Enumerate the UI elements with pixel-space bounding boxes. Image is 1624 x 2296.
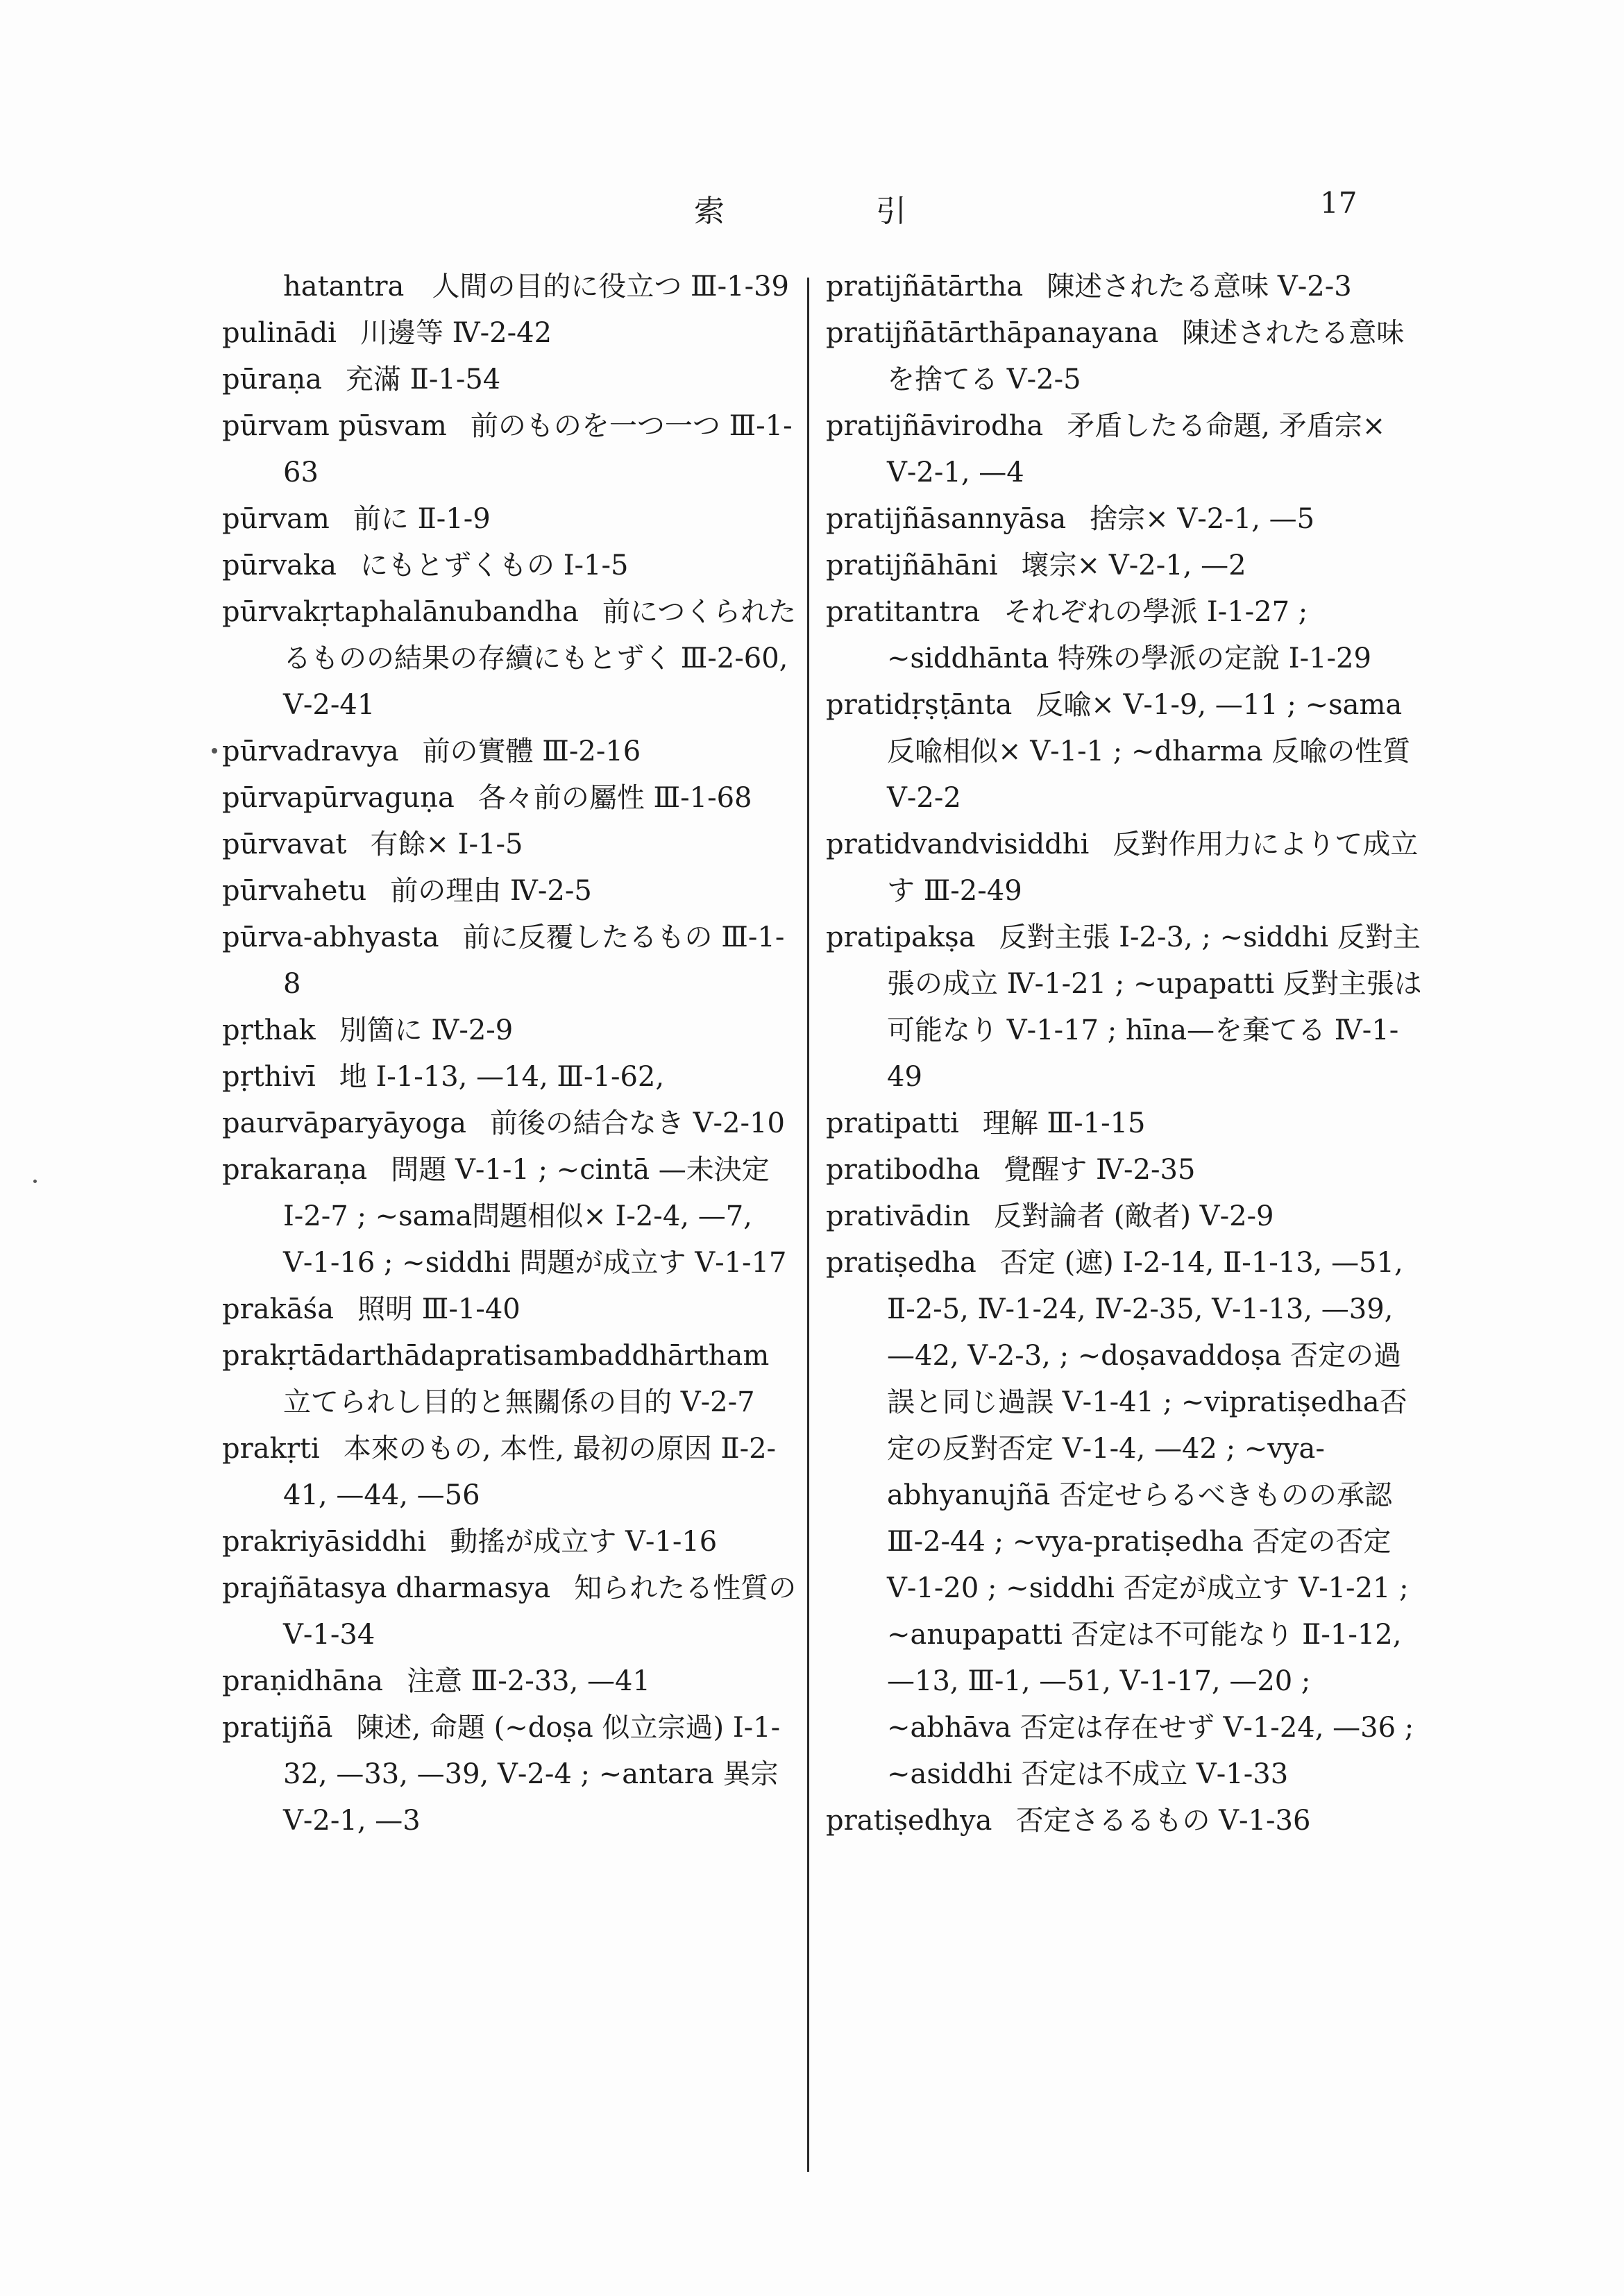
index-term: pratijñāvirodha	[826, 410, 1044, 442]
index-column-left	[222, 264, 798, 1844]
index-term: prakṛti	[222, 1433, 320, 1465]
index-entry	[222, 1007, 798, 1054]
index-definition: 照明 Ⅲ-1-40	[357, 1293, 521, 1325]
index-entry	[222, 1565, 798, 1658]
index-term: pūrva-abhyasta	[222, 921, 439, 953]
index-entry	[222, 589, 798, 729]
index-entry	[222, 1286, 798, 1333]
page-number: 17	[1320, 186, 1357, 220]
index-term: pūrvaka	[222, 550, 337, 581]
index-entry	[222, 868, 798, 915]
index-entry	[826, 496, 1423, 543]
index-entry	[826, 1798, 1423, 1844]
index-term: pṛthak	[222, 1014, 316, 1046]
index-term: pratipakṣa	[826, 921, 976, 953]
index-term: pūrvakṛtaphalānubandha	[222, 596, 580, 628]
index-entry	[222, 1658, 798, 1705]
index-definition: 陳述されたる意味 Ⅴ-2-3	[1047, 271, 1352, 303]
index-term: pratidvandvisiddhi	[826, 828, 1090, 860]
index-term: pūrvahetu	[222, 875, 367, 907]
index-definition: 立てられし目的と無關係の目的 Ⅴ-2-7	[283, 1386, 755, 1418]
index-term: pūrvadravya	[222, 735, 399, 767]
scan-speck	[33, 1180, 37, 1183]
index-entry	[222, 822, 798, 868]
index-definition: 前のものを一つ一つ Ⅲ-1-63	[283, 410, 793, 488]
index-entry	[826, 1193, 1423, 1240]
index-definition: 反對主張 Ⅰ-2-3, ; ~siddhi 反對主張の成立 Ⅳ-1-21 ; ~upapatti 反對主張は可能なり Ⅴ-1-17 ; hīna—を棄てる Ⅳ-1-49	[887, 921, 1422, 1093]
index-definition: 前の實體 Ⅲ-2-16	[422, 735, 641, 767]
index-term: pūrvapūrvaguṇa	[222, 782, 455, 814]
index-entry	[222, 264, 798, 310]
index-entry	[826, 543, 1423, 589]
index-definition: 反對作用力によりて成立す Ⅲ-2-49	[887, 828, 1419, 907]
index-definition: 有餘× Ⅰ-1-5	[370, 828, 523, 860]
index-entry	[222, 775, 798, 822]
index-entry	[222, 543, 798, 589]
index-entry	[222, 496, 798, 543]
index-term: pratidṛṣṭānta	[826, 689, 1013, 721]
index-definition: 充滿 Ⅱ-1-54	[345, 364, 501, 396]
index-definition: 覺醒す Ⅳ-2-35	[1004, 1154, 1196, 1186]
index-definition: 地 Ⅰ-1-13, —14, Ⅲ-1-62,	[339, 1061, 665, 1093]
index-term: pratijñātārtha	[826, 271, 1024, 303]
index-definition: 注意 Ⅲ-2-33, —41	[406, 1665, 650, 1697]
index-term: pratijñāhāni	[826, 550, 998, 581]
index-entry	[826, 1240, 1423, 1798]
index-definition: 前の理由 Ⅳ-2-5	[390, 875, 592, 907]
index-definition: 前に Ⅱ-1-9	[353, 503, 491, 535]
header-title-char-2: 引	[876, 194, 906, 229]
index-entry	[222, 915, 798, 1007]
index-definition: 理解 Ⅲ-1-15	[982, 1107, 1146, 1139]
column-divider	[807, 278, 809, 2172]
index-entry	[826, 915, 1423, 1100]
index-definition: 前に反覆したるもの Ⅲ-1-8	[283, 921, 785, 1000]
index-term: pūrvavat	[222, 828, 347, 860]
index-definition: 前につくられたるものの結果の存續にもとずく Ⅲ-2-60, Ⅴ-2-41	[283, 596, 797, 721]
index-term: praṇidhāna	[222, 1665, 383, 1697]
index-term: pratibodha	[826, 1154, 981, 1186]
index-definition: hatantra 人間の目的に役立つ Ⅲ-1-39	[283, 271, 790, 303]
index-entry	[222, 1705, 798, 1844]
index-entry	[222, 729, 798, 775]
index-entry	[222, 1054, 798, 1100]
index-entry	[222, 403, 798, 496]
index-entry	[222, 1333, 798, 1426]
index-term: pratiṣedhya	[826, 1805, 992, 1837]
index-entry	[222, 1147, 798, 1286]
index-term: pratijñāsannyāsa	[826, 503, 1067, 535]
index-entry	[222, 1100, 798, 1147]
index-definition: 反喩× Ⅴ-1-9, —11 ; ~sama 反喩相似× Ⅴ-1-1 ; ~dharma 反喩の性質 Ⅴ-2-2	[887, 689, 1411, 814]
index-entry	[826, 310, 1423, 403]
index-definition: 前後の結合なき Ⅴ-2-10	[489, 1107, 785, 1139]
index-term: prativādin	[826, 1200, 971, 1232]
index-entry	[222, 310, 798, 357]
index-definition: 反對論者 (敵者) Ⅴ-2-9	[994, 1200, 1274, 1232]
index-term: pulinādi	[222, 317, 337, 349]
index-entry	[222, 1426, 798, 1519]
index-term: pratipatti	[826, 1107, 959, 1139]
index-definition: にもとずくもの Ⅰ-1-5	[360, 550, 629, 581]
index-entry	[826, 682, 1423, 822]
index-entry	[222, 1519, 798, 1565]
index-entry	[826, 403, 1423, 496]
index-column-right	[826, 264, 1423, 1844]
index-term: prakāśa	[222, 1293, 335, 1325]
index-entry	[826, 264, 1423, 310]
index-definition: 各々前の屬性 Ⅲ-1-68	[477, 782, 752, 814]
index-definition: 壞宗× Ⅴ-2-1, —2	[1021, 550, 1246, 581]
index-term: pratitantra	[826, 596, 981, 628]
index-definition: 本來のもの, 本性, 最初の原因 Ⅱ-2-41, —44, —56	[283, 1433, 777, 1511]
index-term: prajñātasya dharmasya	[222, 1572, 551, 1604]
index-entry	[826, 822, 1423, 915]
index-definition: 陳述, 命題 (~doṣa 似立宗過) Ⅰ-1-32, —33, —39, Ⅴ-2-4 ; ~antara 異宗 Ⅴ-2-1, —3	[283, 1712, 781, 1837]
index-definition: 矛盾したる命題, 矛盾宗× Ⅴ-2-1, —4	[887, 410, 1386, 488]
index-definition: 捨宗× Ⅴ-2-1, —5	[1090, 503, 1315, 535]
index-definition: 問題 Ⅴ-1-1 ; ~cintā —未決定 Ⅰ-2-7 ; ~sama問題相似× Ⅰ-2-4, —7, Ⅴ-1-16 ; ~siddhi 問題が成立す Ⅴ-1-17	[283, 1154, 787, 1279]
index-term: pratiṣedha	[826, 1247, 976, 1279]
index-term: pratijñā	[222, 1712, 333, 1744]
index-definition: 動搖が成立す Ⅴ-1-16	[450, 1526, 718, 1558]
index-definition: 陳述されたる意味を捨てる Ⅴ-2-5	[887, 317, 1405, 396]
index-definition: それぞれの學派 Ⅰ-1-27 ; ~siddhānta 特殊の學派の定說 Ⅰ-1-29	[887, 596, 1371, 674]
index-term: prakaraṇa	[222, 1154, 368, 1186]
index-term: pūrvam pūsvam	[222, 410, 447, 442]
scan-speck	[212, 748, 217, 754]
index-definition: 否定さるるもの Ⅴ-1-36	[1015, 1805, 1311, 1837]
index-term: pūraṇa	[222, 364, 322, 396]
index-definition: 知られたる性質の Ⅴ-1-34	[283, 1572, 797, 1651]
index-term: pratijñātārthāpanayana	[826, 317, 1159, 349]
index-term: pṛthivī	[222, 1061, 316, 1093]
index-entry	[826, 589, 1423, 682]
header-title-char-1: 索	[694, 194, 725, 229]
index-entry	[826, 1100, 1423, 1147]
index-term: paurvāparyāyoga	[222, 1107, 466, 1139]
index-entry	[826, 1147, 1423, 1193]
index-term: pūrvam	[222, 503, 330, 535]
index-term: prakriyāsiddhi	[222, 1526, 427, 1558]
index-definition: 川邊等 Ⅳ-2-42	[360, 317, 552, 349]
index-definition: 別箇に Ⅳ-2-9	[339, 1014, 514, 1046]
index-entry	[222, 357, 798, 403]
index-term: prakṛtādarthādapratisambaddhārtham	[222, 1340, 770, 1372]
index-definition: 否定 (遮) Ⅰ-2-14, Ⅱ-1-13, —51, Ⅱ-2-5, Ⅳ-1-24, Ⅳ-2-35, Ⅴ-1-13, —39, —42, Ⅴ-2-3, ; ~doṣavaddoṣa 否定の過誤と同じ過誤 Ⅴ-1-41 ; ~vipratiṣedha否定の反對否定 Ⅴ-1-4, —42 ; ~vya-abhyanujñā 否定せらるべきものの承認 Ⅲ-2-44 ; ~vya-pratiṣedha 否定の否定 Ⅴ-1-20 ; ~siddhi 否定が成立す Ⅴ-1-21 ; ~anupapatti 否定は不可能なり Ⅱ-1-12, —13, Ⅲ-1, —51, Ⅴ-1-17, —20 ; ~abhāva 否定は存在せず Ⅴ-1-24, —36 ; ~asiddhi 否定は不成立 Ⅴ-1-33	[887, 1247, 1414, 1790]
